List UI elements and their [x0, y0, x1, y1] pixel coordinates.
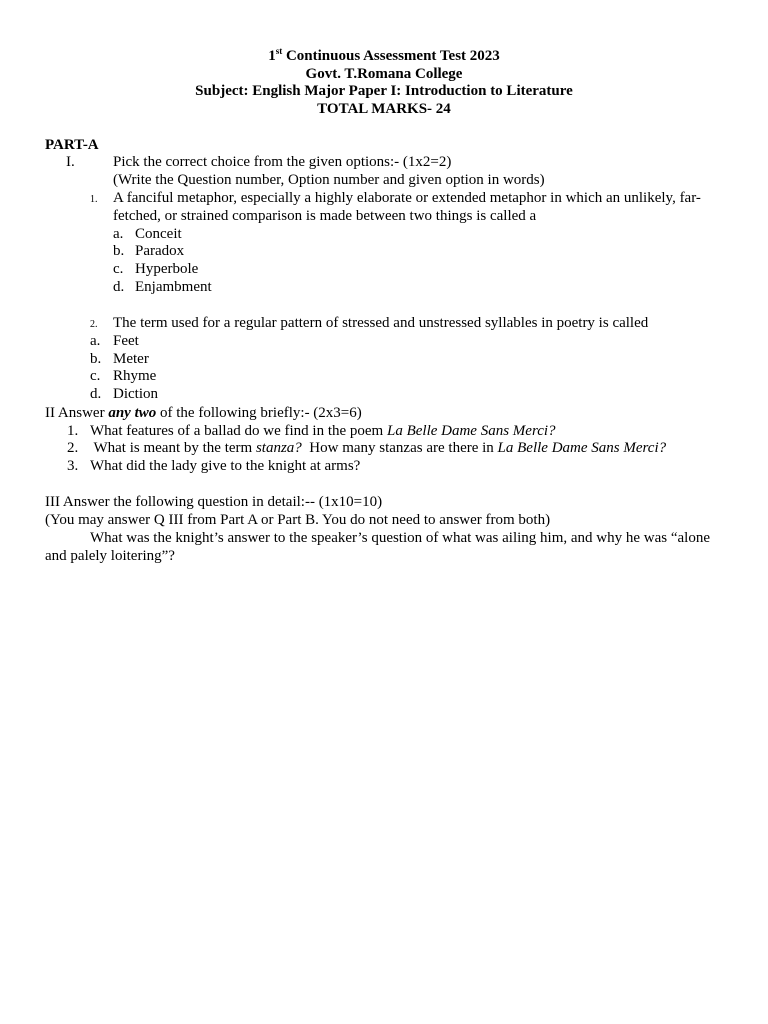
- q1-option-b-text: Paradox: [135, 243, 185, 259]
- section-2-emphasis: any two: [108, 405, 157, 421]
- q1-option-a-text: Conceit: [135, 226, 182, 242]
- section-3-note: (You may answer Q III from Part A or Part B. You do not need to answer from both): [45, 512, 551, 528]
- section-2-q3-number: 3.: [67, 458, 79, 474]
- question-2-number: 2.: [90, 319, 98, 330]
- section-2-q1-number: 1.: [67, 423, 79, 439]
- total-marks: TOTAL MARKS- 24: [317, 101, 451, 117]
- section-2-q2-poem-title: La Belle Dame Sans Merci?: [497, 440, 667, 456]
- question-2-text: The term used for a regular pattern of stressed and unstressed syllables in poetry is called: [113, 315, 649, 331]
- section-2-q2-number: 2.: [67, 440, 79, 456]
- q1-option-c-text: Hyperbole: [135, 261, 199, 277]
- section-3-question-line1: What was the knight’s answer to the speaker’s question of what was ailing him, and why he was “alone: [90, 530, 710, 546]
- section-2-q2-text: [90, 439, 666, 457]
- title-text: Continuous Assessment Test 2023: [282, 48, 500, 64]
- section-1-instruction: Pick the correct choice from the given options:- (1x2=2): [113, 154, 452, 170]
- q2-option-a-text: Feet: [113, 333, 139, 349]
- section-2-q2-text-plain: What is meant by the term: [90, 440, 256, 456]
- q1-option-a-letter: a.: [113, 226, 124, 242]
- q1-option-b-letter: b.: [113, 243, 125, 259]
- section-2-suffix: of the following briefly:- (2x3=6): [156, 405, 362, 421]
- section-1-numeral: I.: [66, 154, 75, 170]
- question-1-number: 1.: [90, 194, 98, 205]
- exam-title: [0, 47, 768, 65]
- question-1-text-line1: A fanciful metaphor, especially a highly elaborate or extended metaphor in which an unlikely, far-: [113, 190, 701, 206]
- q1-option-d-letter: d.: [113, 279, 125, 295]
- q2-option-c-letter: c.: [90, 368, 101, 384]
- q2-option-b-letter: b.: [90, 351, 102, 367]
- subject-line: Subject: English Major Paper I: Introduction to Literature: [195, 83, 573, 99]
- section-2-q1-poem-title: La Belle Dame Sans Merci?: [386, 423, 556, 439]
- section-2-q1-text: [90, 422, 556, 440]
- title-superscript: st: [275, 46, 283, 56]
- q2-option-b-text: Meter: [113, 351, 149, 367]
- question-1-text-line2: fetched, or strained comparison is made between two things is called a: [113, 208, 537, 224]
- q2-option-d-text: Diction: [113, 386, 158, 402]
- q1-option-d-text: Enjambment: [135, 279, 212, 295]
- q2-option-a-letter: a.: [90, 333, 101, 349]
- q2-option-c-text: Rhyme: [113, 368, 157, 384]
- section-3-heading: III Answer the following question in detail:-- (1x10=10): [45, 494, 383, 510]
- section-2-heading: [45, 404, 362, 422]
- part-a-heading: PART-A: [45, 137, 99, 153]
- section-1-note: (Write the Question number, Option number and given option in words): [113, 172, 545, 188]
- title-ordinal: 1: [268, 48, 276, 64]
- q1-option-c-letter: c.: [113, 261, 124, 277]
- section-3-question-line2: and palely loitering”?: [45, 548, 175, 564]
- section-2-q2-term: stanza?: [255, 440, 302, 456]
- q2-option-d-letter: d.: [90, 386, 102, 402]
- section-2-q2-text-mid: How many stanzas are there in: [301, 440, 498, 456]
- college-name: Govt. T.Romana College: [305, 66, 463, 82]
- section-2-q3-text: What did the lady give to the knight at arms?: [90, 458, 361, 474]
- section-2-q1-text-plain: What features of a ballad do we find in the poem: [90, 423, 387, 439]
- section-2-prefix: II Answer: [45, 405, 109, 421]
